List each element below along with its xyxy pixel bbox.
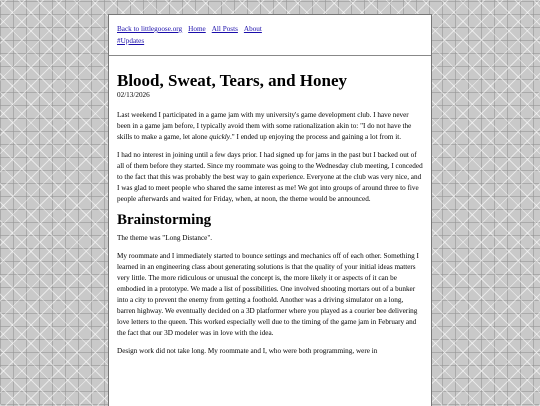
back-to-site-link[interactable]: Back to littlegoose.org — [117, 25, 183, 33]
blog-page — [108, 14, 432, 406]
top-navigation — [109, 15, 431, 56]
section-heading-brainstorming: Brainstorming — [117, 212, 212, 228]
paragraph-design: Design work did not take long. My roommate and I, who were both programming, were in — [117, 347, 378, 355]
home-link[interactable]: Home — [188, 25, 206, 33]
about-link[interactable]: About — [243, 25, 262, 33]
post-date: 02/13/2026 — [117, 91, 150, 99]
paragraph-intro-start: Last weekend I participated in a game jam with my university's game development club. I have never been in a game jam before, I typically avoid them with some rationalization akin to: "I do not have the skills to make a game, let alone — [117, 111, 412, 141]
nav-links-row — [117, 23, 423, 35]
all-posts-link[interactable]: All Posts — [211, 25, 238, 33]
emphasis-quickly: quickly — [209, 133, 230, 141]
updates-tag-link[interactable]: #Updates — [117, 37, 145, 45]
post-content — [109, 56, 431, 357]
paragraph-joining: I had no interest in joining until a few days prior. I had signed up for jams in the past but I backed out of all of them before they started. Since my roommate was going to the Wednesday club meeting, I conceded to the fact that this was probably the best way to gain experience. Everyone at the club was very nice, and I was glad to meet people who shared the same interest as me! We got into groups of around three to five people afterwards and waited for Friday, when, at noon, the theme would be announced. — [117, 151, 423, 203]
post-title: Blood, Sweat, Tears, and Honey — [117, 71, 348, 90]
paragraph-intro — [117, 110, 423, 143]
tags-row — [117, 35, 423, 47]
paragraph-ideas: My roommate and I immediately started to bounce settings and mechanics off of each other. Something I learned in an engineering class about generating solutions is that the quality of your initial ideas matters very little. The more ridiculous or unusual the concept is, the more likely it or aspects of it can be embodied in a prototype. We made a list of possibilities. One involved shooting mortars out of a bunker into a city to prevent the enemy from getting a foothold. Another was a driving simulator on a long, barren highway. We eventually decided on a 3D platformer where you played as a courier bee delivering love letters to the queen. This worked especially well due to the timing of the game jam in February and the fact that our 3D modeler was in love with the idea. — [117, 252, 419, 337]
paragraph-intro-end: ." I ended up enjoying the process and gaining a lot from it. — [229, 133, 401, 141]
paragraph-theme: The theme was "Long Distance". — [117, 234, 213, 242]
